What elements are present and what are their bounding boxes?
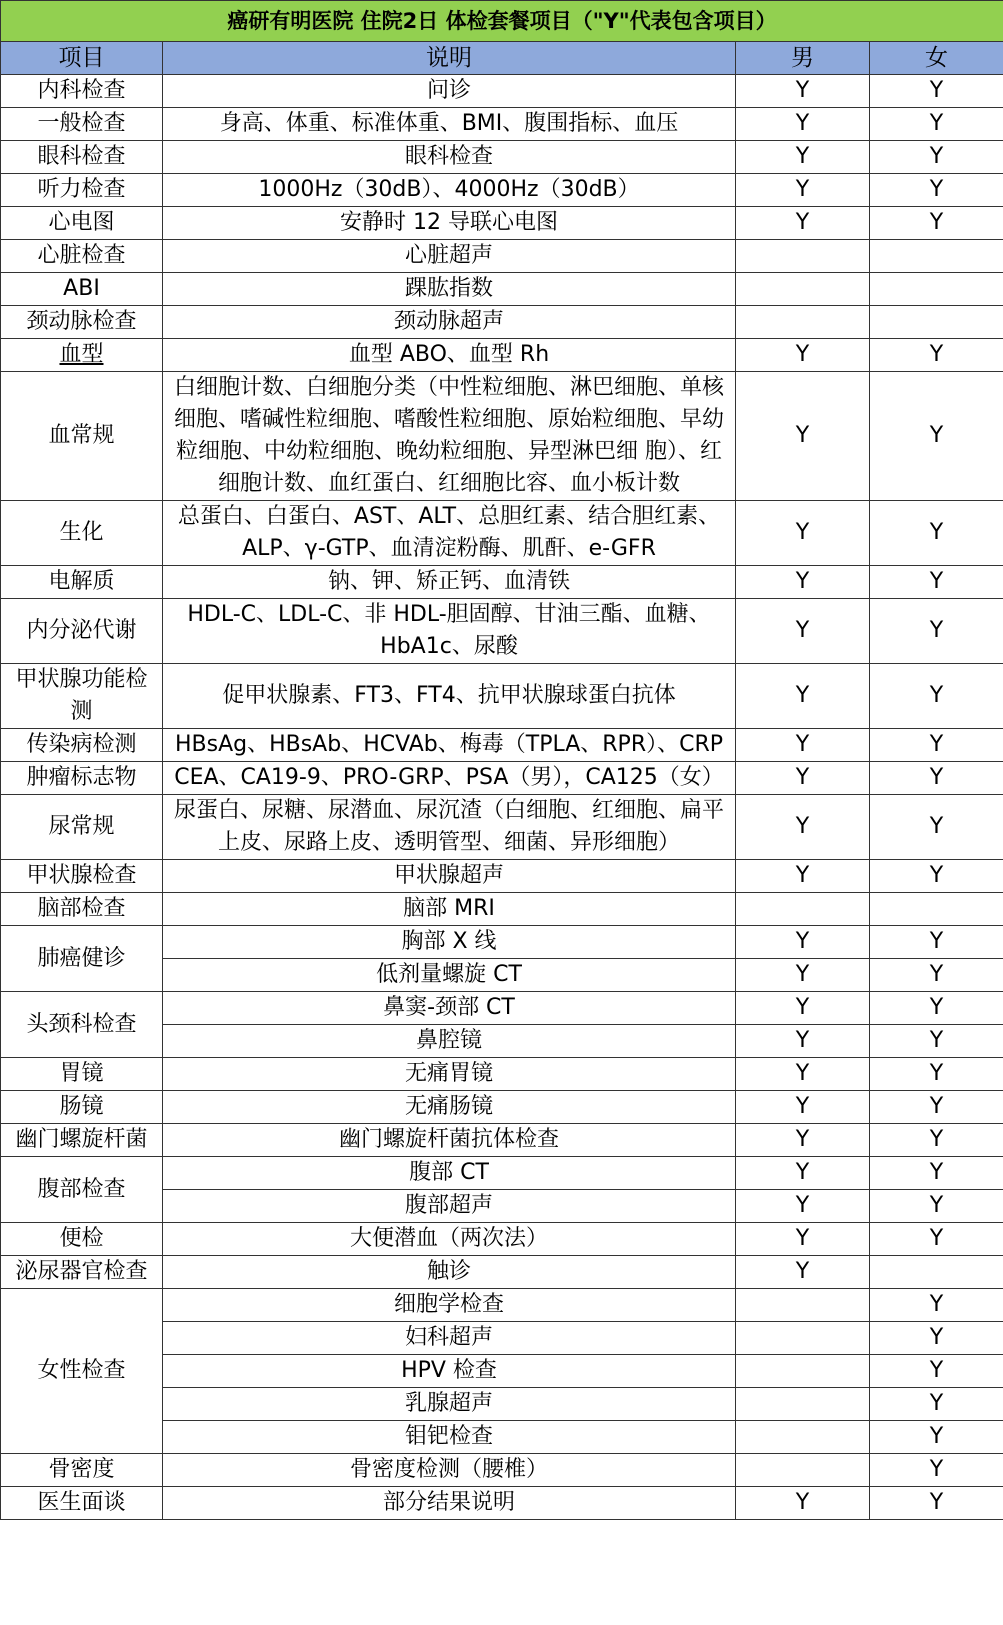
item-cell: 脑部检查	[1, 893, 163, 926]
item-cell: 便检	[1, 1223, 163, 1256]
male-cell: Y	[736, 1091, 870, 1124]
item-cell: 传染病检测	[1, 729, 163, 762]
female-cell: Y	[870, 729, 1003, 762]
desc-cell: 妇科超声	[163, 1322, 736, 1355]
desc-cell: 眼科检查	[163, 141, 736, 174]
item-cell: 甲状腺功能检测	[1, 664, 163, 729]
desc-cell: 幽门螺旋杆菌抗体检查	[163, 1124, 736, 1157]
male-cell: Y	[736, 566, 870, 599]
table-row	[1, 1157, 1003, 1190]
table-row	[1, 1058, 1003, 1091]
table-row	[1, 566, 1003, 599]
male-cell	[736, 306, 870, 339]
desc-cell: 促甲状腺素、FT3、FT4、抗甲状腺球蛋白抗体	[163, 664, 736, 729]
header-male: 男	[736, 42, 870, 75]
table-row	[1, 893, 1003, 926]
male-cell	[736, 1289, 870, 1322]
male-cell	[736, 240, 870, 273]
table-row	[1, 762, 1003, 795]
male-cell: Y	[736, 599, 870, 664]
item-cell: 心脏检查	[1, 240, 163, 273]
male-cell	[736, 1421, 870, 1454]
item-cell: 血常规	[1, 372, 163, 501]
desc-cell: 无痛肠镜	[163, 1091, 736, 1124]
item-cell: 肿瘤标志物	[1, 762, 163, 795]
item-cell: 眼科检查	[1, 141, 163, 174]
item-cell: 腹部检查	[1, 1157, 163, 1223]
table-row	[1, 1487, 1003, 1520]
table-row	[1, 1124, 1003, 1157]
item-cell: 甲状腺检查	[1, 860, 163, 893]
desc-cell: 无痛胃镜	[163, 1058, 736, 1091]
desc-cell: 白细胞计数、白细胞分类（中性粒细胞、淋巴细胞、单核细胞、嗜碱性粒细胞、嗜酸性粒细胞、原始粒细胞、早幼粒细胞、中幼粒细胞、晚幼粒细胞、异型淋巴细 胞）、红细胞计数、血红蛋白、红细胞比容、血小板计数	[163, 372, 736, 501]
male-cell: Y	[736, 795, 870, 860]
male-cell	[736, 893, 870, 926]
table-row	[1, 141, 1003, 174]
table-row	[1, 174, 1003, 207]
table-row	[1, 1256, 1003, 1289]
item-cell: 肠镜	[1, 1091, 163, 1124]
table-row	[1, 729, 1003, 762]
item-cell: 医生面谈	[1, 1487, 163, 1520]
male-cell: Y	[736, 339, 870, 372]
table-row	[1, 372, 1003, 501]
item-cell: 胃镜	[1, 1058, 163, 1091]
desc-cell: 1000Hz（30dB）、4000Hz（30dB）	[163, 174, 736, 207]
table-row	[1, 207, 1003, 240]
male-cell: Y	[736, 1190, 870, 1223]
female-cell: Y	[870, 566, 1003, 599]
item-cell: 内分泌代谢	[1, 599, 163, 664]
male-cell: Y	[736, 926, 870, 959]
item-cell: 幽门螺旋杆菌	[1, 1124, 163, 1157]
female-cell: Y	[870, 926, 1003, 959]
desc-cell: 颈动脉超声	[163, 306, 736, 339]
female-cell: Y	[870, 795, 1003, 860]
desc-cell: 腹部 CT	[163, 1157, 736, 1190]
header-desc: 说明	[163, 42, 736, 75]
item-cell: ABI	[1, 273, 163, 306]
table-row	[1, 860, 1003, 893]
female-cell: Y	[870, 664, 1003, 729]
table-row	[1, 795, 1003, 860]
male-cell	[736, 1454, 870, 1487]
female-cell	[870, 240, 1003, 273]
desc-cell: HPV 检查	[163, 1355, 736, 1388]
female-cell: Y	[870, 1091, 1003, 1124]
female-cell: Y	[870, 75, 1003, 108]
female-cell: Y	[870, 1124, 1003, 1157]
male-cell: Y	[736, 1157, 870, 1190]
desc-cell: 骨密度检测（腰椎）	[163, 1454, 736, 1487]
female-cell: Y	[870, 860, 1003, 893]
female-cell: Y	[870, 992, 1003, 1025]
male-cell	[736, 1388, 870, 1421]
table-row	[1, 306, 1003, 339]
male-cell: Y	[736, 1025, 870, 1058]
desc-cell: 问诊	[163, 75, 736, 108]
female-cell: Y	[870, 762, 1003, 795]
male-cell: Y	[736, 860, 870, 893]
male-cell: Y	[736, 1124, 870, 1157]
item-cell: 女性检查	[1, 1289, 163, 1454]
item-cell: 骨密度	[1, 1454, 163, 1487]
female-cell: Y	[870, 108, 1003, 141]
male-cell	[736, 1355, 870, 1388]
item-cell: 头颈科检查	[1, 992, 163, 1058]
table-row	[1, 1223, 1003, 1256]
table-row	[1, 992, 1003, 1025]
female-cell: Y	[870, 372, 1003, 501]
male-cell: Y	[736, 1223, 870, 1256]
item-cell: 颈动脉检查	[1, 306, 163, 339]
female-cell: Y	[870, 1289, 1003, 1322]
male-cell: Y	[736, 501, 870, 566]
female-cell	[870, 893, 1003, 926]
table-row	[1, 240, 1003, 273]
item-cell: 生化	[1, 501, 163, 566]
desc-cell: 总蛋白、白蛋白、AST、ALT、总胆红素、结合胆红素、ALP、γ-GTP、血清淀粉酶、肌酐、e-GFR	[163, 501, 736, 566]
male-cell: Y	[736, 75, 870, 108]
item-cell: 心电图	[1, 207, 163, 240]
desc-cell: 鼻腔镜	[163, 1025, 736, 1058]
male-cell: Y	[736, 1487, 870, 1520]
male-cell: Y	[736, 141, 870, 174]
desc-cell: 钠、钾、矫正钙、血清铁	[163, 566, 736, 599]
female-cell: Y	[870, 1223, 1003, 1256]
table-row	[1, 108, 1003, 141]
female-cell: Y	[870, 1388, 1003, 1421]
desc-cell: 腹部超声	[163, 1190, 736, 1223]
male-cell: Y	[736, 959, 870, 992]
item-cell: 尿常规	[1, 795, 163, 860]
desc-cell: 鼻窦-颈部 CT	[163, 992, 736, 1025]
female-cell	[870, 306, 1003, 339]
female-cell: Y	[870, 1487, 1003, 1520]
female-cell: Y	[870, 1190, 1003, 1223]
desc-cell: 钼钯检查	[163, 1421, 736, 1454]
desc-cell: 安静时 12 导联心电图	[163, 207, 736, 240]
table-row	[1, 664, 1003, 729]
female-cell: Y	[870, 1355, 1003, 1388]
table-row	[1, 926, 1003, 959]
desc-cell: 尿蛋白、尿糖、尿潜血、尿沉渣（白细胞、红细胞、扁平上皮、尿路上皮、透明管型、细菌、异形细胞）	[163, 795, 736, 860]
table-row	[1, 339, 1003, 372]
male-cell	[736, 1322, 870, 1355]
desc-cell: 血型 ABO、血型 Rh	[163, 339, 736, 372]
item-cell: 泌尿器官检查	[1, 1256, 163, 1289]
female-cell: Y	[870, 1058, 1003, 1091]
header-row	[1, 42, 1003, 75]
item-cell: 电解质	[1, 566, 163, 599]
desc-cell: 乳腺超声	[163, 1388, 736, 1421]
item-cell: 听力检查	[1, 174, 163, 207]
male-cell: Y	[736, 992, 870, 1025]
desc-cell: 心脏超声	[163, 240, 736, 273]
female-cell: Y	[870, 141, 1003, 174]
female-cell	[870, 1256, 1003, 1289]
female-cell: Y	[870, 959, 1003, 992]
desc-cell: 踝肱指数	[163, 273, 736, 306]
female-cell: Y	[870, 501, 1003, 566]
table-row	[1, 599, 1003, 664]
male-cell: Y	[736, 1058, 870, 1091]
male-cell: Y	[736, 762, 870, 795]
table-row	[1, 1454, 1003, 1487]
female-cell: Y	[870, 599, 1003, 664]
header-female: 女	[870, 42, 1003, 75]
table-row	[1, 75, 1003, 108]
female-cell: Y	[870, 1322, 1003, 1355]
male-cell: Y	[736, 372, 870, 501]
male-cell: Y	[736, 729, 870, 762]
item-cell: 内科检查	[1, 75, 163, 108]
desc-cell: 触诊	[163, 1256, 736, 1289]
female-cell: Y	[870, 1025, 1003, 1058]
female-cell: Y	[870, 339, 1003, 372]
desc-cell: 胸部 X 线	[163, 926, 736, 959]
female-cell: Y	[870, 207, 1003, 240]
desc-cell: HDL-C、LDL-C、非 HDL-胆固醇、甘油三酯、血糖、HbA1c、尿酸	[163, 599, 736, 664]
table-row	[1, 501, 1003, 566]
desc-cell: 身高、体重、标准体重、BMI、腹围指标、血压	[163, 108, 736, 141]
female-cell: Y	[870, 1157, 1003, 1190]
female-cell: Y	[870, 1421, 1003, 1454]
table-row	[1, 273, 1003, 306]
desc-cell: HBsAg、HBsAb、HCVAb、梅毒（TPLA、RPR）、CRP	[163, 729, 736, 762]
table-row	[1, 1289, 1003, 1322]
desc-cell: 大便潜血（两次法）	[163, 1223, 736, 1256]
male-cell	[736, 273, 870, 306]
female-cell: Y	[870, 174, 1003, 207]
item-cell: 肺癌健诊	[1, 926, 163, 992]
desc-cell: 脑部 MRI	[163, 893, 736, 926]
header-item: 项目	[1, 42, 163, 75]
desc-cell: 甲状腺超声	[163, 860, 736, 893]
desc-cell: 部分结果说明	[163, 1487, 736, 1520]
table-row	[1, 1091, 1003, 1124]
title-row	[1, 1, 1003, 42]
desc-cell: 细胞学检查	[163, 1289, 736, 1322]
male-cell: Y	[736, 1256, 870, 1289]
female-cell: Y	[870, 1454, 1003, 1487]
item-cell: 一般检查	[1, 108, 163, 141]
male-cell: Y	[736, 174, 870, 207]
desc-cell: 低剂量螺旋 CT	[163, 959, 736, 992]
desc-cell: CEA、CA19-9、PRO-GRP、PSA（男），CA125（女）	[163, 762, 736, 795]
male-cell: Y	[736, 664, 870, 729]
male-cell: Y	[736, 207, 870, 240]
male-cell: Y	[736, 108, 870, 141]
female-cell	[870, 273, 1003, 306]
table-title: 癌研有明医院 住院2日 体检套餐项目（"Y"代表包含项目）	[1, 1, 1003, 42]
item-cell: 血型	[1, 339, 163, 372]
